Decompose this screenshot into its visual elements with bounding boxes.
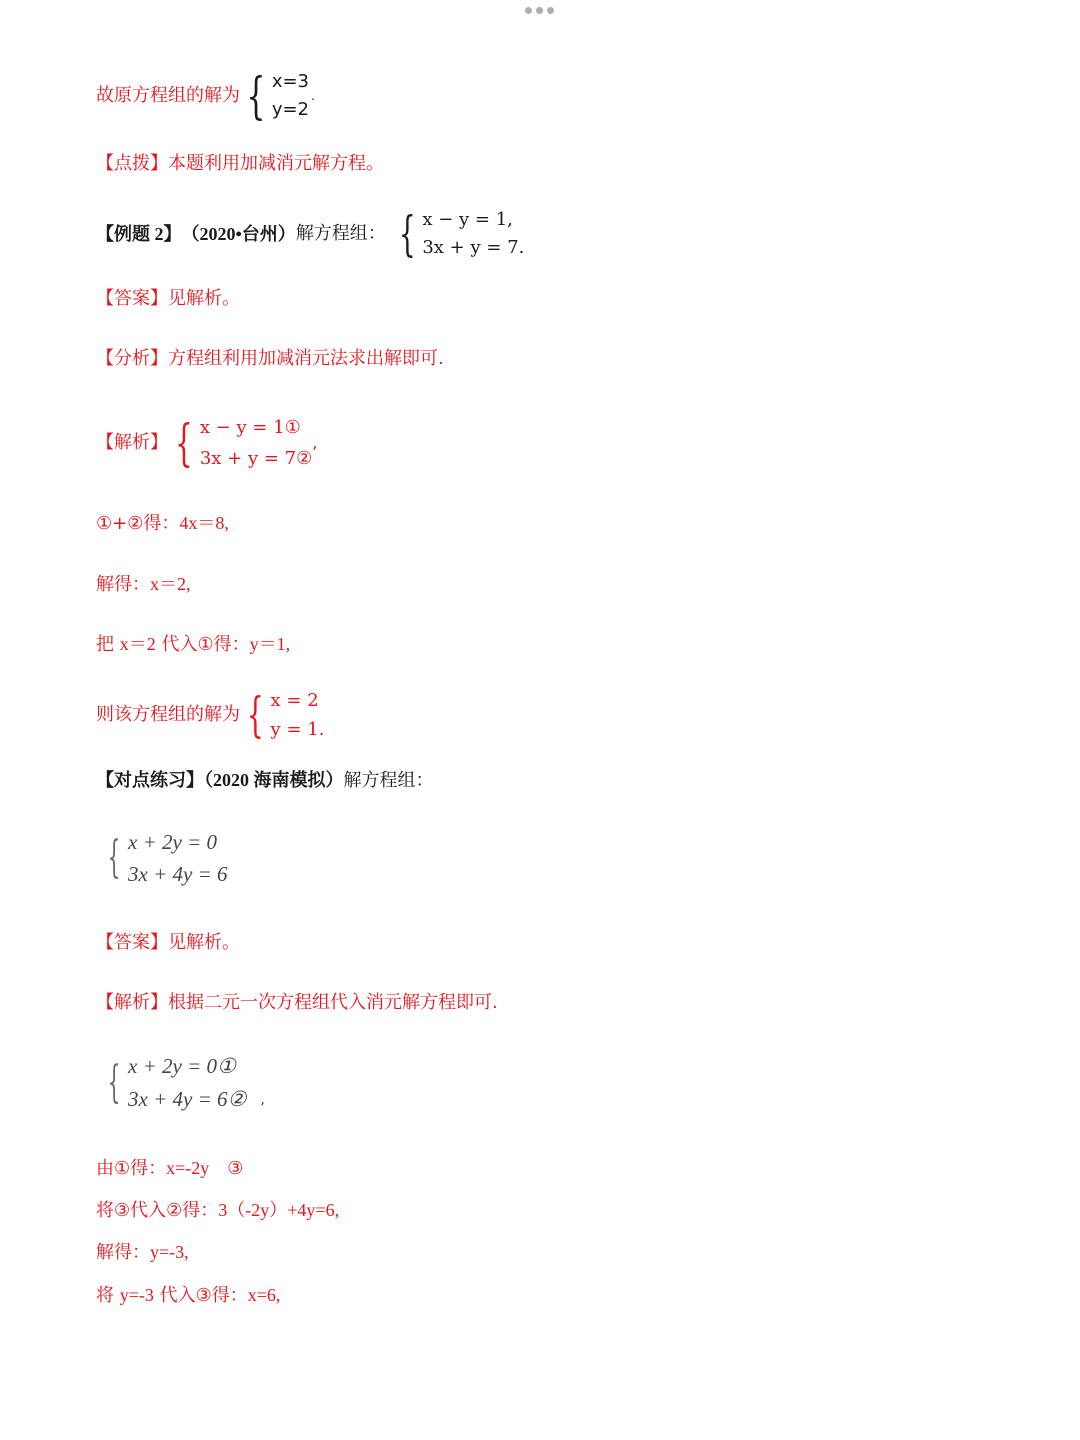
example-2-line (96, 206, 524, 262)
s-step-1-line: 由①得：x=-2y ③ (96, 1158, 244, 1179)
original-solution-text: 故原方程组的解为 (96, 85, 240, 106)
analysis-line-1 (96, 347, 444, 371)
final-solution-line (96, 686, 324, 744)
system-row: 3x + 4y = 6② (128, 1087, 247, 1111)
hint-text: 本题利用加减消元解方程。 (168, 153, 384, 174)
step-substitute-line: 把 x＝2 代入①得：y＝1, (96, 634, 291, 655)
solution-2-system: { x + 2y = 0① 3x + 4y = 6② , (100, 1050, 265, 1116)
answer-text: 见解析。 (168, 288, 240, 309)
final-solution-system: { x = 2 y = 1. (246, 687, 325, 743)
step-add-equation: 4x＝8, (179, 513, 229, 533)
solution-line-1 (96, 412, 317, 474)
example-system: { x − y = 1, 3x + y = 7. (398, 206, 525, 262)
system-row: 3x + 4y = 6 (128, 862, 228, 886)
answer-text: 见解析。 (168, 932, 240, 953)
practice-heading-line (96, 768, 434, 793)
system-row: y = 1. (270, 719, 325, 740)
system-row: x + 2y = 0① (128, 1054, 236, 1078)
hint-line (96, 152, 384, 176)
system-row: x = 2 (270, 690, 319, 711)
solution-system: { x − y = 1① 3x + y = 7② , (175, 414, 318, 472)
original-solution-line (96, 68, 315, 124)
s-step-3-line: 解得：y=-3, (96, 1242, 189, 1263)
example-tag: 【例题 2】 (96, 224, 182, 244)
step-solve-x-equation: x＝2, (150, 574, 191, 594)
step-solve-x-line: 解得：x＝2, (96, 574, 191, 595)
system-row: x − y = 1① (199, 417, 301, 438)
practice-instruction: 解方程组： (343, 770, 434, 791)
original-solution-system: { x=3 y=2 . (246, 67, 315, 125)
answer-tag: 【答案】 (96, 932, 168, 953)
final-solution-text: 则该方程组的解为 (96, 704, 240, 725)
system-row: 3x + y = 7② (199, 448, 313, 469)
page-dots-indicator (525, 7, 555, 17)
example-source: （2020•台州） (181, 224, 296, 244)
analysis-tag: 【分析】 (96, 348, 168, 369)
analysis-tag: 【解析】 (96, 992, 168, 1013)
answer-tag: 【答案】 (96, 288, 168, 309)
answer-line-1 (96, 287, 240, 311)
step-add-line: ①+②得：4x＝8, (96, 513, 229, 534)
answer-line-2 (96, 931, 240, 955)
system-row: x=3 (271, 71, 309, 92)
hint-tag: 【点拨】 (96, 153, 168, 174)
practice-tag: 【对点练习】 (96, 770, 204, 790)
analysis-text: 根据二元一次方程组代入消元解方程即可. (168, 992, 498, 1013)
example-instruction: 解方程组： (295, 223, 386, 244)
analysis-text: 方程组利用加减消元法求出解即可. (168, 348, 444, 369)
practice-system: { x + 2y = 0 3x + 4y = 6 (100, 826, 227, 890)
system-row: x − y = 1, (422, 209, 513, 230)
analysis-line-2 (96, 991, 498, 1015)
practice-source: （2020 海南模拟） (204, 770, 344, 790)
system-row: x + 2y = 0 (128, 830, 217, 854)
solution-tag: 【解析】 (96, 432, 168, 453)
system-row: 3x + y = 7. (422, 237, 525, 258)
system-row: y=2 (271, 99, 309, 120)
s-step-2-line: 将③代入②得：3（-2y）+4y=6, (96, 1200, 340, 1221)
s-step-4-line: 将 y=-3 代入③得：x=6, (96, 1285, 281, 1306)
